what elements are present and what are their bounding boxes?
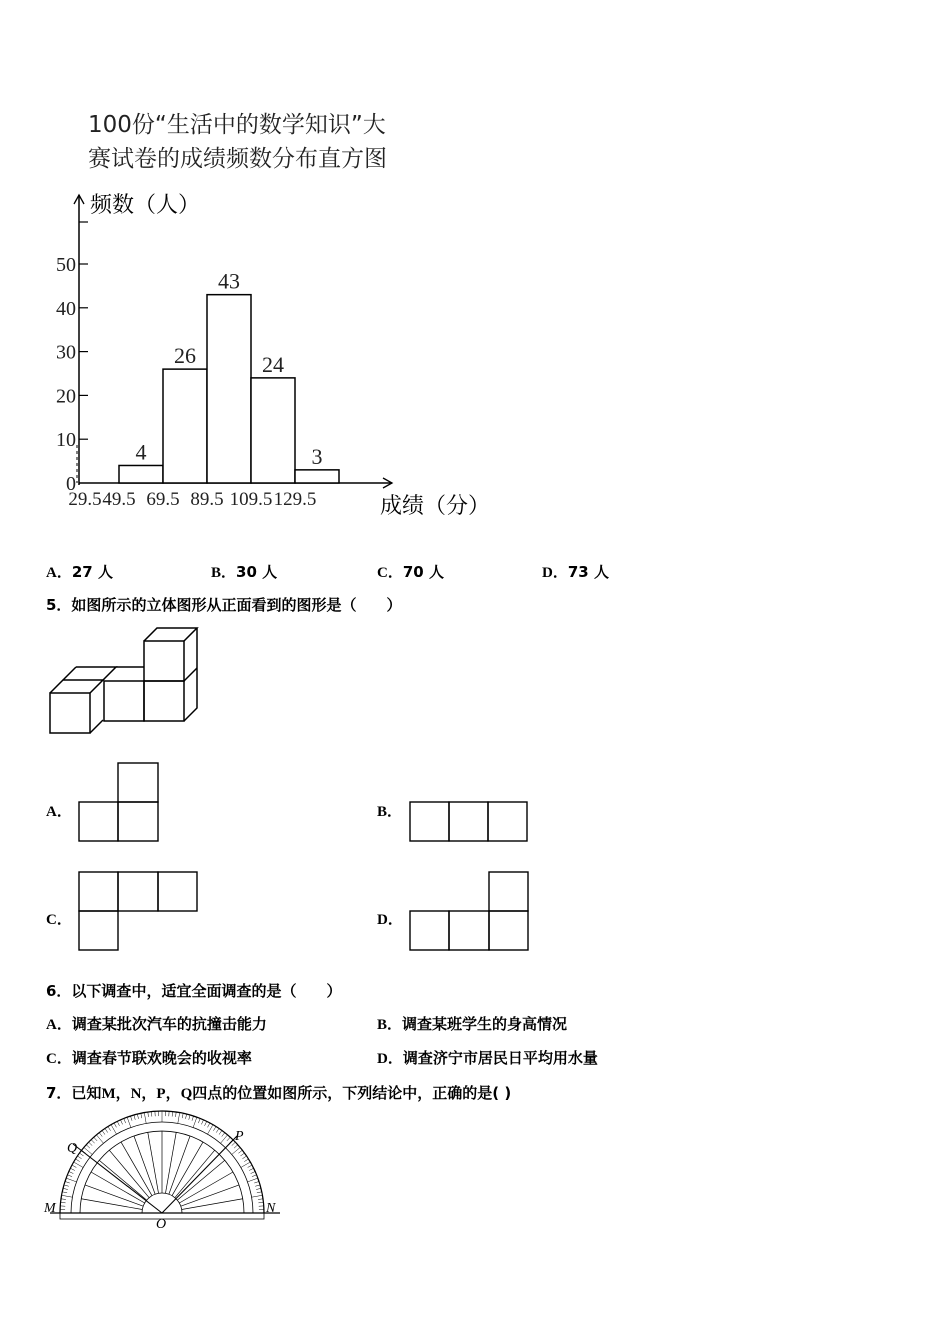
- protractor-tick: [198, 1118, 200, 1123]
- protractor-tick: [64, 1185, 69, 1186]
- protractor-tick: [205, 1121, 207, 1125]
- protractor-ray: [85, 1185, 143, 1206]
- q6-option-b[interactable]: [377, 1013, 567, 1034]
- ray-oq: [73, 1144, 162, 1213]
- protractor-figure: [50, 1111, 280, 1219]
- protractor-tick: [124, 1118, 126, 1123]
- y-tick-label: 0: [66, 473, 76, 495]
- option-text: 70 人: [402, 563, 444, 581]
- protractor-tick: [252, 1175, 257, 1177]
- protractor-tick: [172, 1112, 173, 1117]
- protractor-tick: [102, 1130, 105, 1134]
- option-text: 73 人: [567, 563, 609, 581]
- option-d-figure: [410, 872, 528, 950]
- protractor-tick: [127, 1117, 131, 1127]
- protractor-tick: [151, 1112, 152, 1117]
- protractor-tick: [66, 1178, 76, 1182]
- y-tick-label: 20: [56, 385, 76, 408]
- protractor-tick: [213, 1126, 216, 1130]
- option-text: 27 人: [71, 563, 113, 581]
- option-letter: B．: [377, 1017, 403, 1033]
- protractor-tick: [242, 1156, 246, 1159]
- protractor-tick: [62, 1195, 73, 1197]
- protractor-tick: [258, 1199, 263, 1200]
- stem-points: M，N，P，Q: [101, 1086, 193, 1102]
- x-tick-label: 129.5: [273, 489, 317, 510]
- protractor-tick: [72, 1165, 76, 1167]
- chart-title-line1: 100份“生活中的数学知识”大: [88, 112, 386, 138]
- protractor-tick: [256, 1188, 261, 1189]
- option-letter: C．: [377, 565, 403, 581]
- protractor-tick: [62, 1192, 67, 1193]
- x-tick-label: 69.5: [146, 489, 180, 510]
- chart-title-line2: 赛试卷的成绩频数分布直方图: [88, 146, 387, 172]
- bar-data-label: 4: [135, 439, 147, 465]
- option-a-figure: [79, 763, 158, 841]
- protractor-tick: [89, 1142, 93, 1145]
- y-tick-label: 40: [56, 297, 76, 320]
- option-letter: A．: [46, 1017, 72, 1033]
- protractor-tick: [258, 1202, 263, 1203]
- bar-data-label: 3: [311, 443, 323, 469]
- histogram-bar: [163, 369, 207, 483]
- option-b-figure: [410, 802, 527, 841]
- protractor-tick: [91, 1140, 94, 1144]
- protractor-tick: [99, 1133, 102, 1137]
- protractor-tick: [105, 1128, 108, 1132]
- q6-stem: 6．以下调查中，适宜全面调查的是（ ）: [46, 982, 342, 1000]
- x-axis-label: 成绩（分）: [380, 493, 491, 518]
- protractor-tick: [70, 1168, 74, 1170]
- protractor-tick: [175, 1112, 176, 1117]
- protractor-tick: [65, 1181, 70, 1183]
- q6-option-a[interactable]: [46, 1013, 267, 1034]
- protractor-tick: [201, 1120, 203, 1125]
- option-letter: A．: [46, 565, 72, 581]
- q5-option-b[interactable]: B．: [377, 804, 403, 820]
- x-tick-label: 49.5: [102, 489, 136, 510]
- protractor-tick: [244, 1159, 248, 1162]
- y-tick-label: 10: [56, 429, 76, 452]
- protractor-tick: [248, 1165, 252, 1167]
- protractor-tick: [86, 1145, 90, 1148]
- bar-data-label: 24: [262, 351, 284, 377]
- protractor-ray: [148, 1132, 159, 1193]
- option-text: 30 人: [236, 563, 278, 581]
- q5-option-c[interactable]: C．: [46, 912, 72, 928]
- x-tick-label: 109.5: [229, 489, 273, 510]
- protractor-tick: [238, 1150, 242, 1153]
- stem-prefix: 7．已知: [46, 1084, 102, 1102]
- protractor-tick: [251, 1172, 256, 1174]
- protractor-tick: [96, 1135, 103, 1143]
- q7-stem: [46, 1082, 511, 1103]
- point-o-label: O: [156, 1217, 167, 1232]
- protractor-tick: [75, 1159, 79, 1162]
- protractor-tick: [208, 1123, 210, 1127]
- protractor-ray: [134, 1136, 155, 1194]
- q4-option-a[interactable]: [46, 561, 113, 582]
- y-tick-label: 50: [56, 254, 76, 276]
- point-q-label: Q: [67, 1141, 78, 1156]
- q5-option-d[interactable]: D．: [377, 912, 403, 928]
- y-tick-label: 30: [56, 341, 76, 364]
- point-n-label: N: [266, 1201, 276, 1216]
- histogram-bar: [207, 295, 251, 483]
- protractor-tick: [178, 1113, 180, 1124]
- q4-option-b[interactable]: [211, 561, 277, 582]
- protractor-tick: [144, 1113, 146, 1124]
- protractor-tick: [220, 1135, 227, 1143]
- protractor-tick: [114, 1123, 116, 1127]
- q5-stem: 5．如图所示的立体图形从正面看到的图形是（ ）: [46, 596, 402, 614]
- protractor-tick: [141, 1113, 142, 1118]
- protractor-tick: [255, 1185, 260, 1186]
- protractor-tick: [61, 1199, 66, 1200]
- x-tick-label: 89.5: [190, 489, 224, 510]
- protractor-tick: [192, 1116, 194, 1121]
- protractor-tick: [248, 1178, 258, 1182]
- x-tick-label: 29.5: [68, 489, 102, 510]
- protractor-tick: [249, 1168, 253, 1170]
- protractor-tick: [148, 1112, 149, 1117]
- option-text: 调查济宁市居民日平均用水量: [402, 1049, 598, 1067]
- protractor-tick: [219, 1130, 222, 1134]
- q5-option-a[interactable]: A．: [46, 804, 72, 820]
- point-p-label: P: [235, 1129, 244, 1144]
- protractor-tick: [137, 1114, 138, 1119]
- protractor-ray: [172, 1142, 203, 1196]
- protractor-tick: [193, 1117, 197, 1127]
- protractor-tick: [234, 1145, 238, 1148]
- histogram-bar: [251, 378, 295, 483]
- protractor-ray: [165, 1132, 176, 1193]
- protractor-tick: [185, 1114, 186, 1119]
- protractor-tick: [134, 1115, 135, 1120]
- protractor-tick: [252, 1195, 263, 1197]
- histogram-bar: [295, 470, 339, 483]
- q6-option-d[interactable]: [377, 1047, 598, 1068]
- protractor-tick: [216, 1128, 219, 1132]
- protractor-tick: [130, 1116, 132, 1121]
- protractor-tick: [63, 1188, 68, 1189]
- protractor-ray: [181, 1185, 239, 1206]
- protractor-tick: [227, 1137, 230, 1141]
- protractor-ray: [169, 1136, 190, 1194]
- option-letter: D．: [377, 1051, 403, 1067]
- bar-data-label: 43: [218, 268, 240, 294]
- protractor-tick: [257, 1192, 262, 1193]
- histogram: [56, 192, 490, 518]
- protractor-tick: [61, 1202, 66, 1203]
- option-text: 调查某批次汽车的抗撞击能力: [71, 1015, 267, 1033]
- y-axis-label: 频数（人）: [90, 192, 201, 217]
- option-text: 调查春节联欢晚会的收视率: [71, 1049, 252, 1067]
- stem-suffix: 四点的位置如图所示，下列结论中，正确的是( ): [192, 1084, 512, 1102]
- point-m-label: M: [44, 1201, 56, 1216]
- protractor-tick: [254, 1181, 259, 1183]
- protractor-ray: [121, 1142, 152, 1196]
- protractor-tick: [69, 1172, 74, 1174]
- q6-option-c[interactable]: [46, 1047, 252, 1068]
- option-text: 调查某班学生的身高情况: [402, 1015, 568, 1033]
- protractor-tick: [121, 1120, 123, 1125]
- histogram-bar: [119, 465, 163, 483]
- protractor-tick: [67, 1175, 72, 1177]
- protractor-tick: [182, 1113, 183, 1118]
- protractor-ray: [81, 1199, 142, 1210]
- bar-data-label: 26: [174, 343, 196, 369]
- solid-figure: [50, 628, 197, 733]
- option-c-figure: [79, 872, 197, 950]
- protractor-tick: [232, 1147, 240, 1154]
- protractor-tick: [77, 1156, 81, 1159]
- protractor-tick: [79, 1153, 83, 1156]
- protractor-tick: [108, 1126, 111, 1130]
- protractor-tick: [189, 1115, 190, 1120]
- protractor-tick: [240, 1153, 244, 1156]
- protractor-ray: [91, 1172, 145, 1203]
- protractor-ray: [182, 1199, 243, 1210]
- q4-option-c[interactable]: [377, 561, 444, 582]
- option-letter: C．: [46, 1051, 72, 1067]
- protractor-tick: [117, 1121, 119, 1125]
- q4-option-d[interactable]: [542, 561, 609, 582]
- protractor-tick: [94, 1137, 97, 1141]
- option-letter: B．: [211, 565, 237, 581]
- protractor-tick: [222, 1133, 225, 1137]
- option-letter: D．: [542, 565, 568, 581]
